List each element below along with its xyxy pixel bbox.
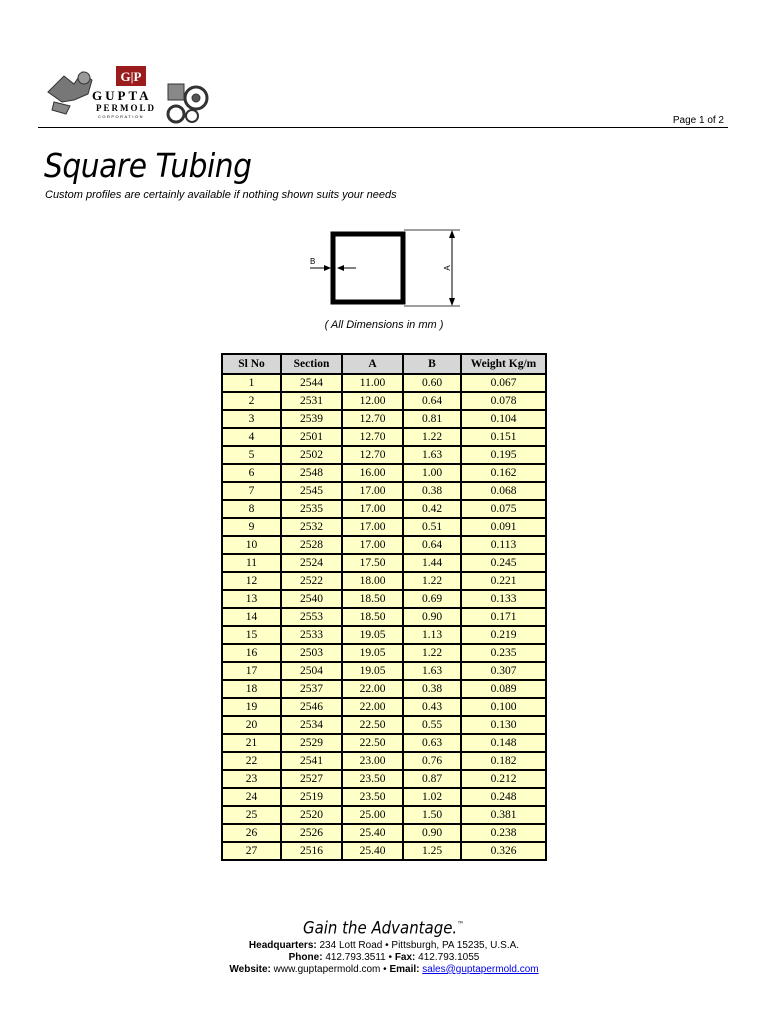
cell-b: 1.63 <box>403 446 461 464</box>
cell-weight: 0.104 <box>461 410 546 428</box>
cell-a: 22.50 <box>342 716 403 734</box>
cell-sl-no: 22 <box>222 752 281 770</box>
cell-a: 22.00 <box>342 680 403 698</box>
cell-weight: 0.162 <box>461 464 546 482</box>
cell-weight: 0.182 <box>461 752 546 770</box>
cell-sl-no: 19 <box>222 698 281 716</box>
table-row <box>222 842 546 860</box>
cell-weight: 0.235 <box>461 644 546 662</box>
table-row <box>222 626 546 644</box>
header-b: B <box>403 354 461 374</box>
cell-b: 1.44 <box>403 554 461 572</box>
cell-a: 17.00 <box>342 500 403 518</box>
table-row <box>222 770 546 788</box>
cell-b: 1.50 <box>403 806 461 824</box>
cell-a: 17.00 <box>342 482 403 500</box>
cell-a: 23.50 <box>342 788 403 806</box>
cell-section: 2516 <box>281 842 342 860</box>
cell-b: 1.02 <box>403 788 461 806</box>
cell-sl-no: 21 <box>222 734 281 752</box>
cell-b: 1.13 <box>403 626 461 644</box>
cell-b: 0.38 <box>403 482 461 500</box>
cell-b: 0.76 <box>403 752 461 770</box>
cell-a: 17.00 <box>342 518 403 536</box>
cell-section: 2548 <box>281 464 342 482</box>
cell-b: 1.00 <box>403 464 461 482</box>
cell-a: 25.40 <box>342 824 403 842</box>
cell-weight: 0.219 <box>461 626 546 644</box>
table-row <box>222 446 546 464</box>
table-row <box>222 554 546 572</box>
cell-section: 2524 <box>281 554 342 572</box>
header-sl-no: Sl No <box>222 354 281 374</box>
footer-web-email: Website: www.guptapermold.com • Email: sales@guptapermold.com <box>229 963 539 975</box>
cell-a: 12.70 <box>342 446 403 464</box>
cell-weight: 0.151 <box>461 428 546 446</box>
cell-section: 2529 <box>281 734 342 752</box>
cell-weight: 0.238 <box>461 824 546 842</box>
cell-sl-no: 13 <box>222 590 281 608</box>
cell-section: 2528 <box>281 536 342 554</box>
cell-sl-no: 18 <box>222 680 281 698</box>
cell-a: 25.40 <box>342 842 403 860</box>
cell-section: 2522 <box>281 572 342 590</box>
cell-a: 12.70 <box>342 410 403 428</box>
cell-a: 17.00 <box>342 536 403 554</box>
cell-weight: 0.326 <box>461 842 546 860</box>
logo-text-gupta: GUPTA <box>92 88 152 103</box>
square-tube-diagram <box>300 222 470 317</box>
cell-a: 18.50 <box>342 590 403 608</box>
cell-weight: 0.212 <box>461 770 546 788</box>
cell-weight: 0.130 <box>461 716 546 734</box>
cell-b: 0.90 <box>403 824 461 842</box>
dimension-label-b: B <box>310 257 316 266</box>
cell-weight: 0.068 <box>461 482 546 500</box>
cell-sl-no: 26 <box>222 824 281 842</box>
header-weight: Weight Kg/m <box>461 354 546 374</box>
cell-sl-no: 15 <box>222 626 281 644</box>
cell-section: 2503 <box>281 644 342 662</box>
page-footer <box>0 914 768 976</box>
cell-sl-no: 14 <box>222 608 281 626</box>
cell-b: 1.22 <box>403 572 461 590</box>
cell-section: 2502 <box>281 446 342 464</box>
cell-weight: 0.078 <box>461 392 546 410</box>
cell-a: 23.50 <box>342 770 403 788</box>
cell-sl-no: 7 <box>222 482 281 500</box>
cell-weight: 0.133 <box>461 590 546 608</box>
cell-weight: 0.221 <box>461 572 546 590</box>
cell-a: 22.00 <box>342 698 403 716</box>
table-row <box>222 806 546 824</box>
cell-section: 2526 <box>281 824 342 842</box>
table-row <box>222 680 546 698</box>
cell-a: 19.05 <box>342 626 403 644</box>
cell-b: 0.60 <box>403 374 461 392</box>
cell-b: 1.25 <box>403 842 461 860</box>
cell-sl-no: 2 <box>222 392 281 410</box>
cell-section: 2541 <box>281 752 342 770</box>
cell-a: 12.70 <box>342 428 403 446</box>
cell-sl-no: 6 <box>222 464 281 482</box>
cell-b: 1.63 <box>403 662 461 680</box>
cell-weight: 0.245 <box>461 554 546 572</box>
cell-section: 2519 <box>281 788 342 806</box>
cell-weight: 0.148 <box>461 734 546 752</box>
cell-a: 12.00 <box>342 392 403 410</box>
cell-a: 11.00 <box>342 374 403 392</box>
cell-section: 2544 <box>281 374 342 392</box>
table-row <box>222 644 546 662</box>
cell-section: 2535 <box>281 500 342 518</box>
table-row <box>222 662 546 680</box>
cell-a: 25.00 <box>342 806 403 824</box>
cell-sl-no: 10 <box>222 536 281 554</box>
cell-b: 0.43 <box>403 698 461 716</box>
table-row <box>222 500 546 518</box>
cell-section: 2537 <box>281 680 342 698</box>
cell-weight: 0.307 <box>461 662 546 680</box>
table-row <box>222 824 546 842</box>
cell-weight: 0.113 <box>461 536 546 554</box>
cell-weight: 0.381 <box>461 806 546 824</box>
cell-sl-no: 24 <box>222 788 281 806</box>
cell-section: 2553 <box>281 608 342 626</box>
cell-b: 0.87 <box>403 770 461 788</box>
table-row <box>222 716 546 734</box>
table-row <box>222 590 546 608</box>
cell-weight: 0.089 <box>461 680 546 698</box>
cell-sl-no: 9 <box>222 518 281 536</box>
table-row <box>222 698 546 716</box>
header-section: Section <box>281 354 342 374</box>
cell-section: 2533 <box>281 626 342 644</box>
tagline: Gain the Advantage.™ <box>303 918 465 939</box>
cell-sl-no: 3 <box>222 410 281 428</box>
table-row <box>222 482 546 500</box>
email-link[interactable]: sales@guptapermold.com <box>422 963 539 975</box>
cell-b: 1.22 <box>403 644 461 662</box>
cell-section: 2504 <box>281 662 342 680</box>
table-row <box>222 518 546 536</box>
trademark-symbol: ™ <box>457 920 465 929</box>
cell-section: 2540 <box>281 590 342 608</box>
cell-sl-no: 4 <box>222 428 281 446</box>
cell-sl-no: 17 <box>222 662 281 680</box>
cell-section: 2501 <box>281 428 342 446</box>
cell-section: 2534 <box>281 716 342 734</box>
cell-a: 18.50 <box>342 608 403 626</box>
square-tubing-table <box>221 353 547 861</box>
cell-section: 2531 <box>281 392 342 410</box>
cell-a: 23.00 <box>342 752 403 770</box>
cell-b: 0.69 <box>403 590 461 608</box>
table-row <box>222 428 546 446</box>
page-title: Square Tubing <box>44 146 252 185</box>
cell-weight: 0.171 <box>461 608 546 626</box>
cell-sl-no: 23 <box>222 770 281 788</box>
cell-sl-no: 8 <box>222 500 281 518</box>
cell-section: 2546 <box>281 698 342 716</box>
cell-weight: 0.248 <box>461 788 546 806</box>
cell-section: 2532 <box>281 518 342 536</box>
table-row <box>222 536 546 554</box>
table-row <box>222 734 546 752</box>
cell-sl-no: 16 <box>222 644 281 662</box>
table-row <box>222 788 546 806</box>
company-logo <box>44 58 216 130</box>
table-row <box>222 608 546 626</box>
table-row <box>222 752 546 770</box>
cell-sl-no: 27 <box>222 842 281 860</box>
table-row <box>222 374 546 392</box>
cell-sl-no: 1 <box>222 374 281 392</box>
table-row <box>222 464 546 482</box>
cell-b: 0.38 <box>403 680 461 698</box>
cell-b: 0.90 <box>403 608 461 626</box>
cell-weight: 0.091 <box>461 518 546 536</box>
cell-a: 19.05 <box>342 662 403 680</box>
cell-b: 0.63 <box>403 734 461 752</box>
cell-b: 0.42 <box>403 500 461 518</box>
header-a: A <box>342 354 403 374</box>
cell-sl-no: 25 <box>222 806 281 824</box>
dimension-label-a: A <box>443 265 452 271</box>
cell-section: 2520 <box>281 806 342 824</box>
cell-b: 0.55 <box>403 716 461 734</box>
page-subtitle: Custom profiles are certainly available if nothing shown suits your needs <box>45 189 397 201</box>
footer-phone-fax: Phone: 412.793.3511 • Fax: 412.793.1055 <box>288 951 480 963</box>
cell-section: 2539 <box>281 410 342 428</box>
cell-a: 19.05 <box>342 644 403 662</box>
cell-a: 16.00 <box>342 464 403 482</box>
cell-sl-no: 12 <box>222 572 281 590</box>
logo-text-corporation: CORPORATION <box>98 114 144 119</box>
header-rule <box>38 127 728 128</box>
cell-sl-no: 5 <box>222 446 281 464</box>
cell-sl-no: 20 <box>222 716 281 734</box>
footer-headquarters: Headquarters: 234 Lott Road • Pittsburgh, PA 15235, U.S.A. <box>248 939 520 951</box>
dimensions-note: ( All Dimensions in mm ) <box>324 319 444 331</box>
table-row <box>222 572 546 590</box>
cell-b: 0.64 <box>403 392 461 410</box>
cell-b: 0.51 <box>403 518 461 536</box>
cell-section: 2527 <box>281 770 342 788</box>
cell-section: 2545 <box>281 482 342 500</box>
website-link[interactable]: www.guptapermold.com <box>273 963 381 975</box>
page-number: Page 1 of 2 <box>672 115 724 126</box>
table-row <box>222 392 546 410</box>
cell-a: 18.00 <box>342 572 403 590</box>
logo-text-permold: PERMOLD <box>96 103 156 113</box>
cell-weight: 0.075 <box>461 500 546 518</box>
cell-a: 17.50 <box>342 554 403 572</box>
cell-weight: 0.100 <box>461 698 546 716</box>
cell-b: 1.22 <box>403 428 461 446</box>
cell-weight: 0.067 <box>461 374 546 392</box>
cell-a: 22.50 <box>342 734 403 752</box>
cell-b: 0.64 <box>403 536 461 554</box>
cell-sl-no: 11 <box>222 554 281 572</box>
table-row <box>222 410 546 428</box>
logo-badge: G|P <box>120 69 142 84</box>
table-header-row <box>222 354 546 374</box>
cell-weight: 0.195 <box>461 446 546 464</box>
cell-b: 0.81 <box>403 410 461 428</box>
